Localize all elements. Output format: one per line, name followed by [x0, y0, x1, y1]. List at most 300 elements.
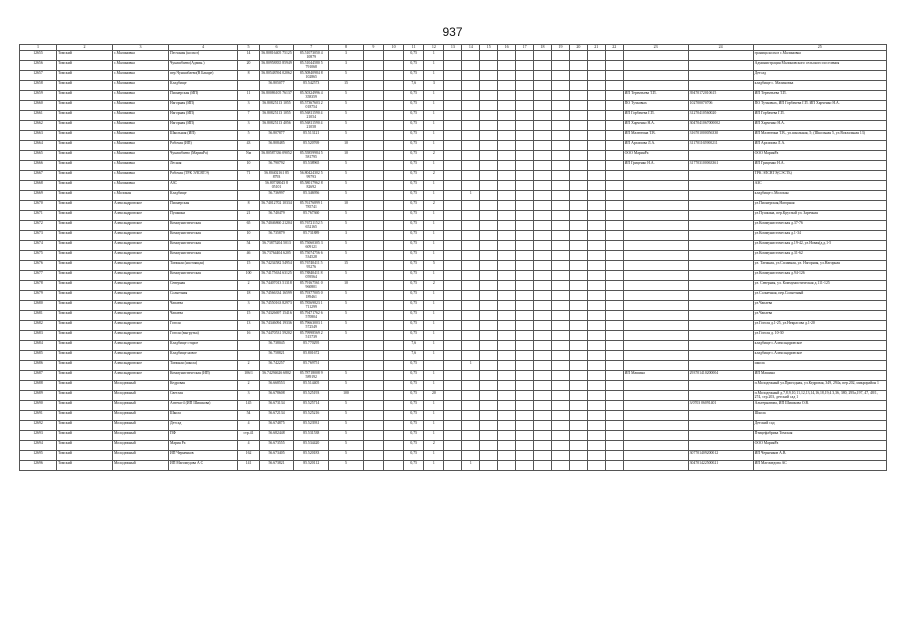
table-cell [444, 241, 462, 251]
table-cell: 0,75 [404, 391, 424, 401]
table-cell [623, 341, 688, 351]
table-cell: 56.807877 [259, 131, 294, 141]
table-cell: 12671 [20, 211, 57, 221]
table-cell: 1 [424, 161, 444, 171]
table-cell [551, 131, 569, 141]
table-cell [462, 221, 480, 231]
table-cell [587, 261, 605, 271]
table-cell: Пушкина [168, 211, 237, 221]
table-cell [587, 271, 605, 281]
table-cell [498, 211, 516, 221]
table-cell: ул.Коммунистическая д.1-34 [753, 231, 886, 241]
table-cell: 85.525714 [294, 401, 329, 411]
table-cell: Молодежный [112, 381, 168, 391]
table-cell [587, 461, 605, 471]
table-cell: Таежная (настоящая) [168, 261, 237, 271]
table-cell [569, 401, 587, 411]
table-cell [534, 251, 552, 261]
table-cell: 1 [424, 371, 444, 381]
table-cell: Кедровая [168, 381, 237, 391]
table-cell [587, 161, 605, 171]
table-cell [363, 141, 383, 151]
table-cell: Томский [56, 201, 112, 211]
table-cell: 2 [424, 441, 444, 451]
table-cell [444, 201, 462, 211]
table-cell: 5 [329, 101, 364, 111]
table-cell [587, 131, 605, 141]
table-cell: 1 [424, 331, 444, 341]
table-cell [516, 401, 534, 411]
table-cell: 56.80825113 1055 [259, 101, 294, 111]
table-cell [238, 351, 259, 361]
table-cell [534, 371, 552, 381]
table-cell: Александровское [112, 361, 168, 371]
table-cell [569, 291, 587, 301]
table-cell: 85.76740411 5 95276 [294, 261, 329, 271]
table-cell: 12686 [20, 361, 57, 371]
column-header: 19 [551, 45, 569, 51]
table-cell: Томский [56, 361, 112, 371]
table-cell [587, 81, 605, 91]
table-cell: Детсад [753, 71, 886, 81]
table-cell: 3 [238, 121, 259, 131]
table-cell [363, 371, 383, 381]
table-cell [569, 431, 587, 441]
table-cell [462, 231, 480, 241]
table-cell: 0,75 [404, 61, 424, 71]
table-cell [462, 61, 480, 71]
table-row [20, 241, 887, 251]
table-cell: 3 [238, 391, 259, 401]
table-cell [605, 461, 623, 471]
table-cell [587, 71, 605, 81]
table-cell [383, 201, 403, 211]
table-cell: 56.668553 [259, 381, 294, 391]
table-cell: 10 [329, 281, 364, 291]
table-cell [363, 71, 383, 81]
table-cell [516, 121, 534, 131]
table-cell: 12687 [20, 371, 57, 381]
table-cell [534, 411, 552, 421]
table-cell [480, 181, 498, 191]
table-cell [623, 181, 688, 191]
table-cell [480, 451, 498, 461]
table-cell: 56.74470531 59202 [259, 331, 294, 341]
table-cell: Александровское [112, 371, 168, 381]
table-cell [329, 361, 364, 371]
table-cell [444, 271, 462, 281]
table-cell: 0,75 [404, 181, 424, 191]
table-cell [480, 411, 498, 421]
table-cell [623, 401, 688, 411]
table-cell [516, 271, 534, 281]
table-cell [605, 91, 623, 101]
table-cell: 56.74012702 10334 [259, 201, 294, 211]
table-cell [534, 181, 552, 191]
table-cell [534, 141, 552, 151]
table-cell: 317703100063361 [688, 161, 753, 171]
table-cell [498, 241, 516, 251]
table-cell [587, 101, 605, 111]
table-cell [480, 311, 498, 321]
table-cell [383, 141, 403, 151]
table-cell: 5 [329, 331, 364, 341]
table-cell: Лесная [168, 161, 237, 171]
table-row [20, 181, 887, 191]
table-cell: 56.73764404 6205 [259, 251, 294, 261]
table-row [20, 361, 887, 371]
table-cell: 0,75 [404, 51, 424, 61]
table-cell [363, 361, 383, 371]
table-cell [383, 311, 403, 321]
table-cell: 85.513121 [294, 131, 329, 141]
table-cell: 5 [329, 161, 364, 171]
table-cell [516, 171, 534, 181]
table-cell [569, 391, 587, 401]
table-cell [462, 331, 480, 341]
table-cell [587, 421, 605, 431]
table-cell [516, 371, 534, 381]
table-cell: Александровское [112, 351, 168, 361]
table-cell [623, 241, 688, 251]
table-cell: Александровское [112, 301, 168, 311]
table-cell [383, 211, 403, 221]
table-row [20, 321, 887, 331]
table-cell [605, 391, 623, 401]
table-cell [569, 51, 587, 61]
table-cell [534, 131, 552, 141]
table-cell [569, 91, 587, 101]
table-cell [569, 71, 587, 81]
table-cell: 56.758821 [259, 351, 294, 361]
table-cell [480, 251, 498, 261]
table-cell: 5 [329, 131, 364, 141]
table-cell: 56.74294626 6802 [259, 371, 294, 381]
table-cell: 1 [424, 61, 444, 71]
table-cell [534, 111, 552, 121]
table-cell: ИП Архипова Л.А. [753, 141, 886, 151]
table-cell [363, 251, 383, 261]
table-cell [569, 411, 587, 421]
table-cell [516, 431, 534, 441]
table-cell [444, 411, 462, 421]
table-cell: с.Малиновка [112, 181, 168, 191]
table-cell: 56.673555 [259, 441, 294, 451]
table-cell [551, 441, 569, 451]
table-cell [444, 431, 462, 441]
table-cell: 3 [329, 51, 364, 61]
table-cell: Александровское [112, 211, 168, 221]
table-cell [363, 121, 383, 131]
table-cell: Солнечная [168, 291, 237, 301]
table-cell [534, 211, 552, 221]
table-cell: ИП Малютина Т.В., ул.школьная, 5; (Школьная 5, ул.Вокзальная 13) [753, 131, 886, 141]
table-cell: 3 [238, 101, 259, 111]
table-cell: ПО Тучковых [623, 101, 688, 111]
table-cell [462, 71, 480, 81]
table-cell [587, 291, 605, 301]
table-cell [534, 231, 552, 241]
table-cell: Томский [56, 231, 112, 241]
table-cell [462, 261, 480, 271]
table-cell [534, 321, 552, 331]
table-cell [569, 271, 587, 281]
table-cell: 0,75 [404, 161, 424, 171]
table-cell: 12678 [20, 281, 57, 291]
table-cell [587, 401, 605, 411]
table-cell [480, 201, 498, 211]
table-cell [516, 351, 534, 361]
table-cell [516, 331, 534, 341]
table-cell [462, 451, 480, 461]
table-cell [462, 311, 480, 321]
table-cell: Томский [56, 331, 112, 341]
table-cell [551, 391, 569, 401]
table-cell: 12672 [20, 221, 57, 231]
table-cell [605, 251, 623, 261]
table-cell [363, 201, 383, 211]
table-cell: 85.520183 [294, 451, 329, 461]
table-cell [605, 191, 623, 201]
table-cell: 56.74046860 21204 [259, 221, 294, 231]
table-cell: 39470172010615 [688, 91, 753, 101]
table-cell [569, 281, 587, 291]
table-cell [363, 51, 383, 61]
table-cell [462, 381, 480, 391]
table-cell [363, 221, 383, 231]
table-cell [424, 361, 444, 371]
table-cell: 5 [329, 441, 364, 451]
table-cell: 12683 [20, 331, 57, 341]
table-cell [516, 61, 534, 71]
table-cell [569, 331, 587, 341]
table-cell [551, 121, 569, 131]
table-cell [569, 231, 587, 241]
table-row [20, 211, 887, 221]
table-cell: Детский сад [753, 421, 886, 431]
table-cell [569, 251, 587, 261]
table-cell [363, 451, 383, 461]
table-cell: 85.56811590 4 21054 [294, 111, 329, 121]
table-cell [444, 251, 462, 261]
table-cell [534, 151, 552, 161]
table-cell: с.Малиновка [112, 61, 168, 71]
table-cell: 20 [424, 391, 444, 401]
table-cell: ООО МарияРа [753, 441, 886, 451]
table-cell [605, 231, 623, 241]
table-cell: 1 [424, 231, 444, 241]
table-cell: 3 [329, 61, 364, 71]
table-cell: 12692 [20, 421, 57, 431]
table-row [20, 141, 887, 151]
table-cell: ИП Гриценко Н.А. [623, 161, 688, 171]
table-cell: 12670 [20, 201, 57, 211]
table-cell [623, 81, 688, 91]
table-cell: 1 [424, 341, 444, 351]
table-cell: Томский [56, 341, 112, 351]
table-cell: 1 [424, 411, 444, 421]
table-cell [587, 411, 605, 421]
table-cell [444, 211, 462, 221]
table-cell: 56.74566334 16599 [259, 291, 294, 301]
table-row [20, 401, 887, 411]
table-row [20, 91, 887, 101]
table-cell: граница колхоз с.Малиновка [753, 51, 886, 61]
table-cell [688, 311, 753, 321]
table-cell [587, 301, 605, 311]
table-cell: 1 [424, 311, 444, 321]
table-cell: АЗС [753, 181, 886, 191]
table-cell [363, 91, 383, 101]
table-cell [363, 431, 383, 441]
table-cell: 0,75 [404, 151, 424, 161]
table-cell: Nм [238, 151, 259, 161]
table-cell: Томский [56, 91, 112, 101]
table-cell: Томский [56, 161, 112, 171]
table-cell: 8 [238, 71, 259, 81]
table-cell [480, 381, 498, 391]
table-cell [534, 441, 552, 451]
table-cell [587, 91, 605, 101]
table-cell [480, 121, 498, 131]
table-cell [623, 391, 688, 401]
table-cell [623, 221, 688, 231]
table-cell [551, 91, 569, 101]
table-cell [605, 261, 623, 271]
table-cell [587, 181, 605, 191]
table-cell: 3/0703 06091401 [688, 401, 753, 411]
table-cell: 85.801672 [294, 351, 329, 361]
table-cell [383, 101, 403, 111]
table-cell [623, 301, 688, 311]
table-cell: пер.Чунашбаево(В Бакаре) [168, 71, 237, 81]
table-cell: 1 [424, 271, 444, 281]
table-cell: 5 [329, 251, 364, 261]
table-cell [444, 401, 462, 411]
table-cell [363, 381, 383, 391]
table-cell: 1 [424, 111, 444, 121]
table-cell [480, 271, 498, 281]
table-cell: Александровское [112, 261, 168, 271]
table-cell [587, 251, 605, 261]
table-cell [569, 321, 587, 331]
table-cell [498, 171, 516, 181]
table-cell: 12693 [20, 431, 57, 441]
table-cell [363, 261, 383, 271]
table-cell [383, 281, 403, 291]
table-cell [605, 441, 623, 451]
table-cell [462, 121, 480, 131]
table-cell: Аптека-4 (ИП Шишкова) [168, 401, 237, 411]
table-cell [534, 161, 552, 171]
table-cell: 0,75 [404, 311, 424, 321]
table-cell: п.Молодежный д.7,8,9,10,11,12,13,14,16,18,19,4 3,36, 380, 295а,197, 47, 48/1, 274, стр.203, детский сад 1 [753, 391, 886, 401]
table-cell: Томский [56, 241, 112, 251]
table-cell: 102700070706 [688, 101, 753, 111]
column-header: 9 [363, 45, 383, 51]
table-cell: 15 [238, 311, 259, 321]
table-cell [516, 211, 534, 221]
table-cell: 2 [238, 281, 259, 291]
column-header: 4 [168, 45, 237, 51]
table-cell: 0,75 [404, 141, 424, 151]
table-cell: 54 [238, 411, 259, 421]
table-cell [605, 111, 623, 121]
table-row [20, 161, 887, 171]
table-cell: ИП Машина [753, 371, 886, 381]
table-cell: Песчаная (колхоз) [168, 51, 237, 61]
table-row [20, 391, 887, 401]
table-cell [462, 241, 480, 251]
table-cell [551, 301, 569, 311]
table-cell: Молодежный [112, 401, 168, 411]
table-cell [688, 391, 753, 401]
table-cell [383, 361, 403, 371]
table-cell [688, 171, 753, 181]
column-header: 17 [516, 45, 534, 51]
table-cell: 56.740479 [259, 211, 294, 221]
table-cell [605, 371, 623, 381]
table-cell: Томский [56, 311, 112, 321]
table-cell: Рабочая (ИП) [168, 141, 237, 151]
table-cell: Томский [56, 121, 112, 131]
table-cell: 5 [329, 381, 364, 391]
table-cell: Томский [56, 61, 112, 71]
table-cell [480, 61, 498, 71]
table-cell: Молодежный [112, 431, 168, 441]
table-cell [363, 191, 383, 201]
table-cell [480, 241, 498, 251]
table-cell [534, 291, 552, 301]
table-cell [688, 331, 753, 341]
table-cell [587, 311, 605, 321]
table-cell [551, 221, 569, 231]
table-cell [516, 241, 534, 251]
table-cell: 12691 [20, 411, 57, 421]
table-cell [462, 51, 480, 61]
table-cell: ИП Харченко Н.А. [753, 121, 886, 131]
table-cell: Чунашбаево (МарияРа) [168, 151, 237, 161]
table-cell [516, 101, 534, 111]
table-cell [363, 441, 383, 451]
table-cell: ул.Коммунистическая д.31-62 [753, 251, 886, 261]
table-cell: Томский [56, 291, 112, 301]
table-cell [444, 61, 462, 71]
table-cell [605, 81, 623, 91]
table-cell: 0,75 [404, 421, 424, 431]
table-cell: с.Малиновка [112, 171, 168, 181]
table-cell: Томский [56, 51, 112, 61]
column-header: 2 [56, 45, 112, 51]
table-cell: Томский [56, 321, 112, 331]
table-cell: ООО МарияРа [623, 151, 688, 161]
table-cell [462, 161, 480, 171]
table-cell: Чунашбаево(Админ.) [168, 61, 237, 71]
table-cell: Молодежный [112, 391, 168, 401]
table-cell: 0,75 [404, 191, 424, 201]
table-cell [551, 431, 569, 441]
table-cell [498, 161, 516, 171]
column-header: 20 [569, 45, 587, 51]
table-cell: Коммунистическая (ИП) [168, 371, 237, 381]
table-cell: 307701409200012 [688, 451, 753, 461]
table-cell [444, 441, 462, 451]
table-cell [534, 431, 552, 441]
table-cell [444, 91, 462, 101]
table-cell: 0,75 [404, 131, 424, 141]
table-cell [462, 341, 480, 351]
table-row [20, 411, 887, 421]
